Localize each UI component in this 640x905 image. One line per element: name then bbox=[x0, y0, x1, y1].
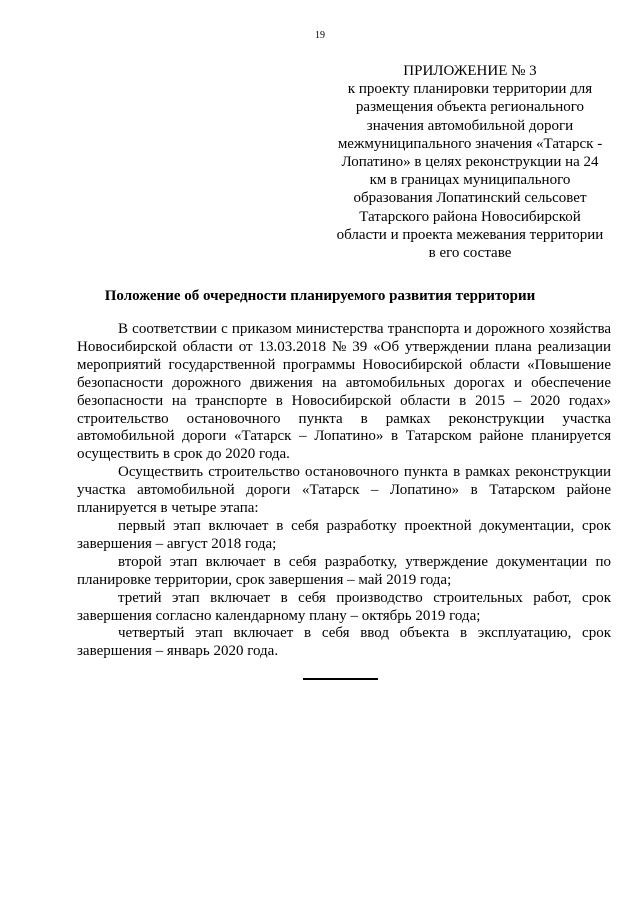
paragraph-line: строительство остановочного пункта в рамках реконструкции участка bbox=[77, 410, 611, 427]
paragraph-line: планировке территории, срок завершения – май 2019 года; bbox=[77, 571, 452, 588]
paragraph-line: Новосибирской области от 13.03.2018 № 39 «Об утверждении плана реализации bbox=[77, 338, 611, 355]
paragraph-line: завершения – август 2018 года; bbox=[77, 535, 277, 552]
appendix-line: Лопатино» в целях реконструкции на 24 bbox=[341, 154, 599, 171]
paragraph-line: автомобильной дороги «Татарск – Лопатино» в Татарском районе планируется bbox=[77, 428, 611, 445]
paragraph-stage-1 bbox=[77, 518, 611, 554]
paragraph-order-basis bbox=[77, 321, 611, 464]
appendix-line: ПРИЛОЖЕНИЕ № 3 bbox=[403, 63, 537, 79]
appendix-header bbox=[325, 62, 615, 262]
appendix-line: образования Лопатинский сельсовет bbox=[353, 190, 587, 207]
paragraph-line: безопасности дорожного движения на автомобильных дорогах и обеспечение bbox=[77, 374, 611, 391]
paragraph-line: планируется в четыре этапа: bbox=[77, 500, 259, 517]
paragraph-line: завершения – январь 2020 года. bbox=[77, 643, 279, 660]
paragraph-stage-3 bbox=[77, 590, 611, 626]
paragraph-line: первый этап включает в себя разработку проектной документации, срок bbox=[118, 517, 611, 534]
document-title: Положение об очередности планируемого развития территории bbox=[104, 288, 536, 304]
paragraph-stage-4 bbox=[77, 625, 611, 661]
appendix-line: Татарского района Новосибирской bbox=[359, 208, 581, 225]
appendix-line: км в границах муниципального bbox=[369, 172, 571, 189]
paragraph-line: В соответствии с приказом министерства транспорта и дорожного хозяйства bbox=[118, 321, 611, 337]
paragraph-line: мероприятий государственной программы Новосибирской области «Повышение bbox=[77, 356, 611, 373]
paragraph-line: четвертый этап включает в себя ввод объекта в эксплуатацию, срок bbox=[118, 625, 611, 642]
paragraph-line: Осуществить строительство остановочного пункта в рамках реконструкции bbox=[118, 464, 611, 481]
document-body bbox=[77, 321, 611, 661]
appendix-line: в его составе bbox=[428, 245, 512, 262]
appendix-line: межмуниципального значения «Татарск - bbox=[337, 135, 603, 152]
paragraph-stage-2 bbox=[77, 554, 611, 590]
paragraph-line: осуществить в срок до 2020 года. bbox=[77, 446, 290, 463]
appendix-line: области и проекта межевания территории bbox=[336, 226, 604, 243]
paragraph-line: третий этап включает в себя производство строительных работ, срок bbox=[118, 589, 611, 606]
appendix-line: к проекту планировки территории для bbox=[347, 81, 593, 98]
end-of-document-rule bbox=[303, 678, 378, 680]
appendix-line: значения автомобильной дороги bbox=[366, 117, 574, 134]
paragraph-stages-intro bbox=[77, 464, 611, 518]
page-number: 19 bbox=[315, 30, 325, 41]
paragraph-line: участка автомобильной дороги «Татарск – Лопатино» в Татарском районе bbox=[77, 482, 611, 499]
paragraph-line: завершения согласно календарному плану – октябрь 2019 года; bbox=[77, 607, 481, 624]
paragraph-line: безопасности на транспорте в Новосибирской области в 2015 – 2020 годах» bbox=[77, 392, 611, 409]
paragraph-line: второй этап включает в себя разработку, утверждение документации по bbox=[118, 553, 611, 570]
appendix-line: размещения объекта регионального bbox=[355, 99, 585, 116]
